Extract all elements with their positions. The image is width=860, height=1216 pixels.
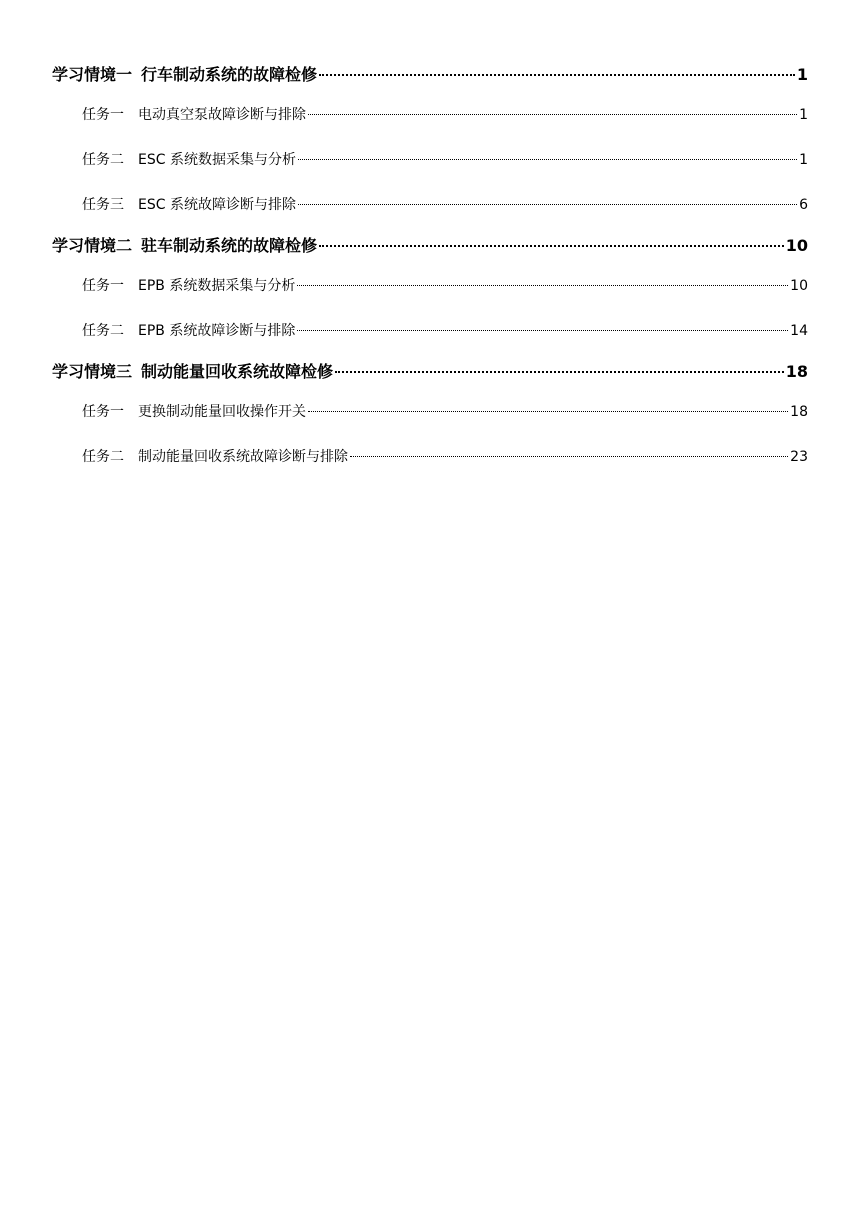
toc-task[interactable] [52, 309, 808, 354]
toc-task[interactable] [52, 93, 808, 138]
toc-task-label [82, 93, 306, 138]
toc-page-number: 6 [799, 197, 808, 213]
toc-task-title: 更换制动能量回收操作开关 [138, 404, 306, 420]
toc-chapter-prefix: 学习情境三 [52, 362, 133, 381]
toc-task-prefix: 任务三 [82, 197, 124, 213]
toc-page-number: 14 [790, 323, 808, 339]
toc-task-label [82, 309, 295, 354]
dot-leader [308, 411, 788, 412]
dot-leader [298, 159, 797, 160]
dot-leader [319, 74, 795, 76]
dot-leader [308, 114, 797, 115]
toc-page-number: 10 [790, 278, 808, 294]
toc-chapter-prefix: 学习情境一 [52, 65, 133, 84]
toc-chapter-label [52, 228, 317, 264]
toc-page-number: 1 [799, 107, 808, 123]
toc-task-prefix: 任务二 [82, 323, 124, 339]
toc-task-label [82, 183, 296, 228]
toc-chapter[interactable] [52, 354, 808, 390]
toc-task-label [82, 138, 296, 183]
toc-page-number: 18 [790, 404, 808, 420]
toc-task-title: ESC 系统故障诊断与排除 [138, 197, 296, 213]
dot-leader [319, 245, 784, 247]
toc-task-label [82, 390, 306, 435]
toc-page-number: 23 [790, 449, 808, 465]
toc-task[interactable] [52, 138, 808, 183]
toc-task[interactable] [52, 390, 808, 435]
toc-chapter-label [52, 57, 317, 93]
toc-task-title: EPB 系统数据采集与分析 [138, 278, 296, 294]
toc-page-number: 1 [799, 152, 808, 168]
toc-chapter-title: 制动能量回收系统故障检修 [141, 362, 334, 381]
dot-leader [350, 456, 788, 457]
toc-chapter[interactable] [52, 228, 808, 264]
toc-chapter-prefix: 学习情境二 [52, 236, 133, 255]
toc-task-prefix: 任务一 [82, 107, 124, 123]
dot-leader [297, 330, 788, 331]
toc-task-title: EPB 系统故障诊断与排除 [138, 323, 296, 339]
toc-task-prefix: 任务二 [82, 449, 124, 465]
toc-task-title: 制动能量回收系统故障诊断与排除 [138, 449, 348, 465]
toc-task-label [82, 435, 348, 480]
toc-task[interactable] [52, 435, 808, 480]
dot-leader [335, 371, 784, 373]
toc-task[interactable] [52, 264, 808, 309]
toc-chapter-title: 驻车制动系统的故障检修 [141, 236, 318, 255]
toc-page-number: 18 [785, 362, 808, 381]
toc-task-title: ESC 系统数据采集与分析 [138, 152, 296, 168]
toc-chapter[interactable] [52, 57, 808, 93]
toc-task-label [82, 264, 295, 309]
toc-task[interactable] [52, 183, 808, 228]
table-of-contents [52, 57, 808, 480]
toc-page-number: 1 [796, 65, 808, 84]
toc-task-prefix: 任务一 [82, 278, 124, 294]
toc-task-title: 电动真空泵故障诊断与排除 [138, 107, 306, 123]
toc-chapter-title: 行车制动系统的故障检修 [141, 65, 318, 84]
toc-task-prefix: 任务一 [82, 404, 124, 420]
toc-chapter-label [52, 354, 333, 390]
toc-page-number: 10 [785, 236, 808, 255]
toc-task-prefix: 任务二 [82, 152, 124, 168]
dot-leader [298, 204, 797, 205]
dot-leader [297, 285, 788, 286]
